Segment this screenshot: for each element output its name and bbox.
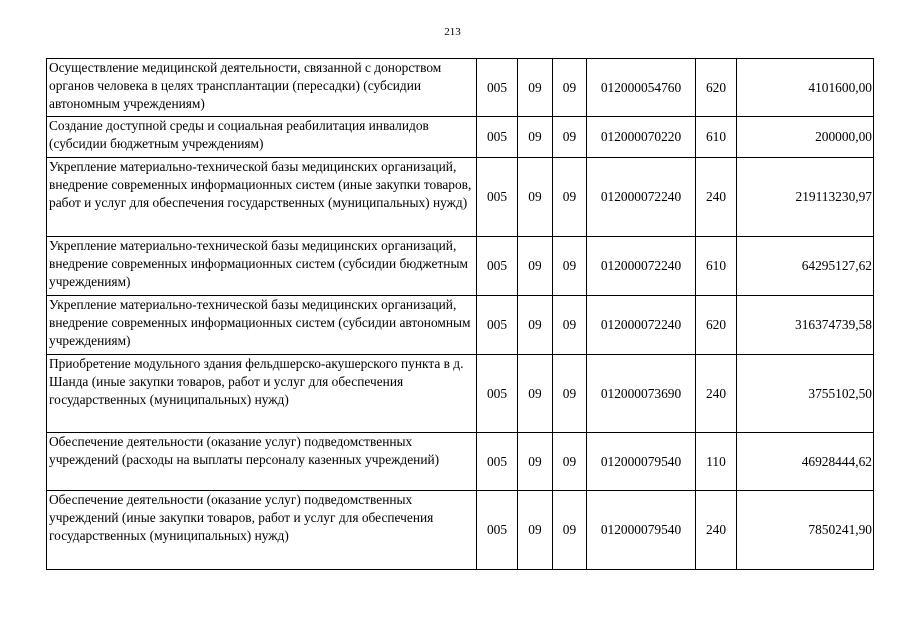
amount-value: 4101600,00 <box>737 59 874 117</box>
row-description: Обеспечение деятельности (оказание услуг) подведомственных учреждений (иные закупки товаров, работ и услуг для обеспечения государственных (муниципальных) нужд) <box>47 491 477 570</box>
target-item-code: 012000072240 <box>587 237 696 296</box>
table-row <box>47 491 874 570</box>
ministry-code: 005 <box>477 491 518 570</box>
subsection-code: 09 <box>553 491 587 570</box>
target-item-code: 012000054760 <box>587 59 696 117</box>
subsection-code: 09 <box>553 433 587 491</box>
table-row <box>47 158 874 237</box>
ministry-code: 005 <box>477 296 518 355</box>
table-row <box>47 296 874 355</box>
expense-type-code: 110 <box>696 433 737 491</box>
subsection-code: 09 <box>553 237 587 296</box>
expense-type-code: 610 <box>696 237 737 296</box>
target-item-code: 012000073690 <box>587 355 696 433</box>
subsection-code: 09 <box>553 117 587 158</box>
section-code: 09 <box>518 355 553 433</box>
subsection-code: 09 <box>553 296 587 355</box>
target-item-code: 012000079540 <box>587 491 696 570</box>
amount-value: 200000,00 <box>737 117 874 158</box>
ministry-code: 005 <box>477 59 518 117</box>
amount-value: 7850241,90 <box>737 491 874 570</box>
ministry-code: 005 <box>477 158 518 237</box>
row-description: Укрепление материально-технической базы медицинских организаций, внедрение современных информационных систем (субсидии бюджетным учреждениям) <box>47 237 477 296</box>
expense-type-code: 240 <box>696 158 737 237</box>
section-code: 09 <box>518 59 553 117</box>
amount-value: 316374739,58 <box>737 296 874 355</box>
target-item-code: 012000072240 <box>587 158 696 237</box>
target-item-code: 012000079540 <box>587 433 696 491</box>
subsection-code: 09 <box>553 355 587 433</box>
ministry-code: 005 <box>477 433 518 491</box>
section-code: 09 <box>518 117 553 158</box>
subsection-code: 09 <box>553 158 587 237</box>
table-row <box>47 59 874 117</box>
expense-type-code: 240 <box>696 491 737 570</box>
expense-type-code: 610 <box>696 117 737 158</box>
section-code: 09 <box>518 491 553 570</box>
ministry-code: 005 <box>477 237 518 296</box>
target-item-code: 012000070220 <box>587 117 696 158</box>
row-description: Укрепление материально-технической базы медицинских организаций, внедрение современных информационных систем (субсидии автономным учреждениям) <box>47 296 477 355</box>
page-number: 213 <box>444 26 461 38</box>
budget-table <box>46 58 874 570</box>
table-row <box>47 433 874 491</box>
row-description: Создание доступной среды и социальная реабилитация инвалидов (субсидии бюджетным учреждениям) <box>47 117 477 158</box>
section-code: 09 <box>518 296 553 355</box>
section-code: 09 <box>518 237 553 296</box>
row-description: Укрепление материально-технической базы медицинских организаций, внедрение современных информационных систем (иные закупки товаров, работ и услуг для обеспечения государственных (муниципальных) нужд) <box>47 158 477 237</box>
expense-type-code: 240 <box>696 355 737 433</box>
amount-value: 3755102,50 <box>737 355 874 433</box>
table-row <box>47 355 874 433</box>
row-description: Осуществление медицинской деятельности, связанной с донорством органов человека в целях трансплантации (пересадки) (субсидии автономным учреждениям) <box>47 59 477 117</box>
ministry-code: 005 <box>477 117 518 158</box>
amount-value: 219113230,97 <box>737 158 874 237</box>
target-item-code: 012000072240 <box>587 296 696 355</box>
subsection-code: 09 <box>553 59 587 117</box>
section-code: 09 <box>518 433 553 491</box>
table-row <box>47 237 874 296</box>
expense-type-code: 620 <box>696 296 737 355</box>
amount-value: 64295127,62 <box>737 237 874 296</box>
section-code: 09 <box>518 158 553 237</box>
row-description: Приобретение модульного здания фельдшерско-акушерского пункта в д. Шанда (иные закупки товаров, работ и услуг для обеспечения государственных (муниципальных) нужд) <box>47 355 477 433</box>
amount-value: 46928444,62 <box>737 433 874 491</box>
expense-type-code: 620 <box>696 59 737 117</box>
table-row <box>47 117 874 158</box>
ministry-code: 005 <box>477 355 518 433</box>
row-description: Обеспечение деятельности (оказание услуг) подведомственных учреждений (расходы на выплаты персоналу казенных учреждений) <box>47 433 477 491</box>
